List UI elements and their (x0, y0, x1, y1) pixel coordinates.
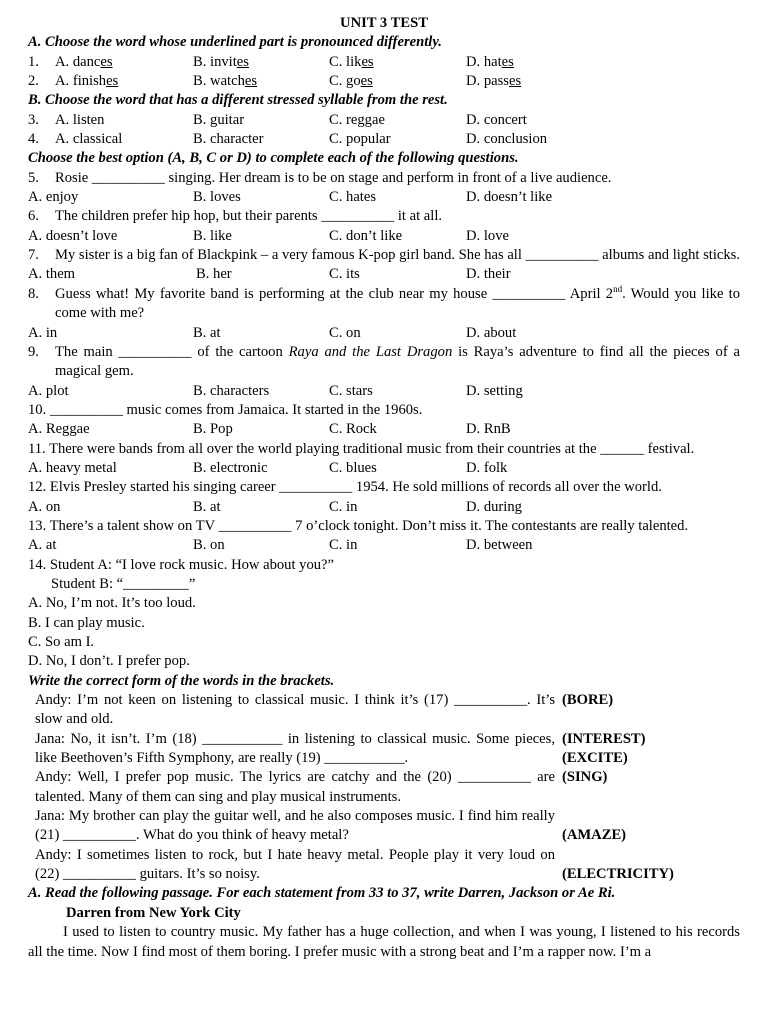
question-8: 8. Guess what! My favorite band is performing at the club near my house __________ April 2nd. Would you like to come with me? (28, 283, 740, 322)
option: D. hates (466, 53, 514, 70)
stress-questions (28, 111, 740, 150)
question-10-options: A. Reggae B. Pop C. Rock D. RnB (28, 421, 511, 438)
question-number: 3. (28, 111, 39, 128)
question-number: 2. (28, 73, 39, 90)
word-bracket: (AMAZE) (562, 827, 627, 844)
section-d-heading: Write the correct form of the words in the brackets. (28, 672, 335, 689)
section-b-heading: B. Choose the word that has a different stressed syllable from the rest. (28, 92, 448, 109)
option: C. likes (329, 53, 374, 70)
option: B. character (193, 131, 264, 148)
question-13-options: A. at B. on C. in D. between (28, 537, 533, 554)
option: A. finishes (55, 73, 119, 90)
option: D. passes (466, 73, 522, 90)
question-14-option-d: D. No, I don’t. I prefer pop. (28, 653, 190, 670)
question-10: 10. __________ music comes from Jamaica. It started in the 1960s. (28, 401, 423, 418)
question-5: 5. Rosie __________ singing. Her dream is to be on stage and perform in front of a live audience. (28, 169, 612, 186)
passage-text: I used to listen to country music. My father has a huge collection, and when I was young, I listened to his records all the time. Now I find most of them boring. I prefer music with a strong beat and I’m a rapper now. I’m a (28, 924, 740, 960)
question-12: 12. Elvis Presley started his singing career __________ 1954. He sold millions of records all over the world. (28, 479, 662, 496)
option: A. classical (55, 131, 123, 148)
question-13: 13. There’s a talent show on TV __________ 7 o’clock tonight. Don’t miss it. The contestants are really talented. (28, 517, 689, 534)
word-form-dialogue (28, 691, 740, 884)
question-14-reply: Student B: “_________” (51, 575, 196, 592)
pronunciation-questions (28, 53, 740, 92)
question-6: 6. The children prefer hip hop, but their parents __________ it at all. (28, 208, 443, 225)
question-14: 14. Student A: “I love rock music. How about you?” (28, 556, 335, 573)
option: C. popular (329, 131, 391, 148)
section-a-heading: A. Choose the word whose underlined part is pronounced differently. (28, 34, 442, 51)
word-bracket: (INTEREST) (562, 730, 646, 747)
question-2-options (28, 72, 740, 91)
question-number: 4. (28, 131, 39, 148)
word-bracket: (BORE) (562, 692, 614, 709)
question-4-options (28, 130, 740, 149)
option: D. conclusion (466, 131, 548, 148)
dialogue-line: Andy: I’m not keen on listening to classical music. I think it’s (17) __________. It’s slow and old. (BORE) (35, 692, 614, 728)
question-11: 11. There were bands from all over the world playing traditional music from their countries at the ______ festival. (28, 440, 695, 457)
dialogue-line: Jana: No, it isn’t. I’m (18) ___________ in listening to classical music. Some pieces, like Beethoven’s Fifth Symphony, are really (19) ___________. (INTEREST) (EXCITE) (28, 730, 555, 769)
option: C. goes (329, 73, 373, 90)
option: B. guitar (193, 111, 245, 128)
option: A. dances (55, 53, 113, 70)
question-6-options: A. doesn’t love B. like C. don’t like D. love (28, 227, 509, 244)
question-7: 7. My sister is a big fan of Blackpink – a very famous K-pop girl band. She has all __________ albums and light sticks. (28, 247, 740, 264)
question-12-options: A. on B. at C. in D. during (28, 498, 522, 515)
question-7-options: A. them B. her C. its D. their (28, 266, 511, 283)
question-5-options: A. enjoy B. loves C. hates D. doesn’t like (28, 189, 553, 206)
question-14-option-a: A. No, I’m not. It’s too loud. (28, 595, 196, 612)
dialogue-line: Andy: Well, I prefer pop music. The lyrics are catchy and the (20) __________ are talented. Many of them can sing and play musical instruments. (SING) (35, 769, 608, 805)
word-bracket: (EXCITE) (562, 750, 628, 767)
section-c-heading: Choose the best option (A, B, C or D) to complete each of the following questions. (28, 150, 519, 167)
question-9: 9. The main __________ of the cartoon Raya and the Last Dragon is Raya’s adventure to find all the pieces of a magical gem. (28, 343, 740, 380)
question-3-options (28, 111, 740, 130)
word-bracket: (SING) (562, 769, 608, 786)
dialogue-line: Jana: My brother can play the guitar well, and he also composes music. I find him really (21) __________. What do you think of heavy metal? (AMAZE) (28, 807, 555, 846)
option: B. invites (193, 53, 249, 70)
section-e-heading: A. Read the following passage. For each statement from 33 to 37, write Darren, Jackson or Ae Ri. (28, 885, 616, 902)
question-9-options: A. plot B. characters C. stars D. setting (28, 382, 523, 399)
passage-title: Darren from New York City (66, 904, 241, 921)
question-1-options (28, 53, 740, 72)
test-page (28, 14, 740, 962)
question-14-option-b: B. I can play music. (28, 614, 145, 631)
option: D. concert (466, 111, 527, 128)
page-title: UNIT 3 TEST (340, 15, 428, 31)
option: B. watches (193, 73, 258, 90)
option: A. listen (55, 111, 105, 128)
question-11-options: A. heavy metal B. electronic C. blues D. folk (28, 459, 508, 476)
word-bracket: (ELECTRICITY) (562, 866, 674, 883)
option: C. reggae (329, 111, 385, 128)
question-8-options: A. in B. at C. on D. about (28, 324, 517, 341)
dialogue-line: Andy: I sometimes listen to rock, but I hate heavy metal. People play it very loud on (22) __________ guitars. It’s so noisy. (ELECTRICITY) (28, 846, 555, 885)
question-14-option-c: C. So am I. (28, 634, 95, 650)
question-number: 1. (28, 53, 39, 70)
